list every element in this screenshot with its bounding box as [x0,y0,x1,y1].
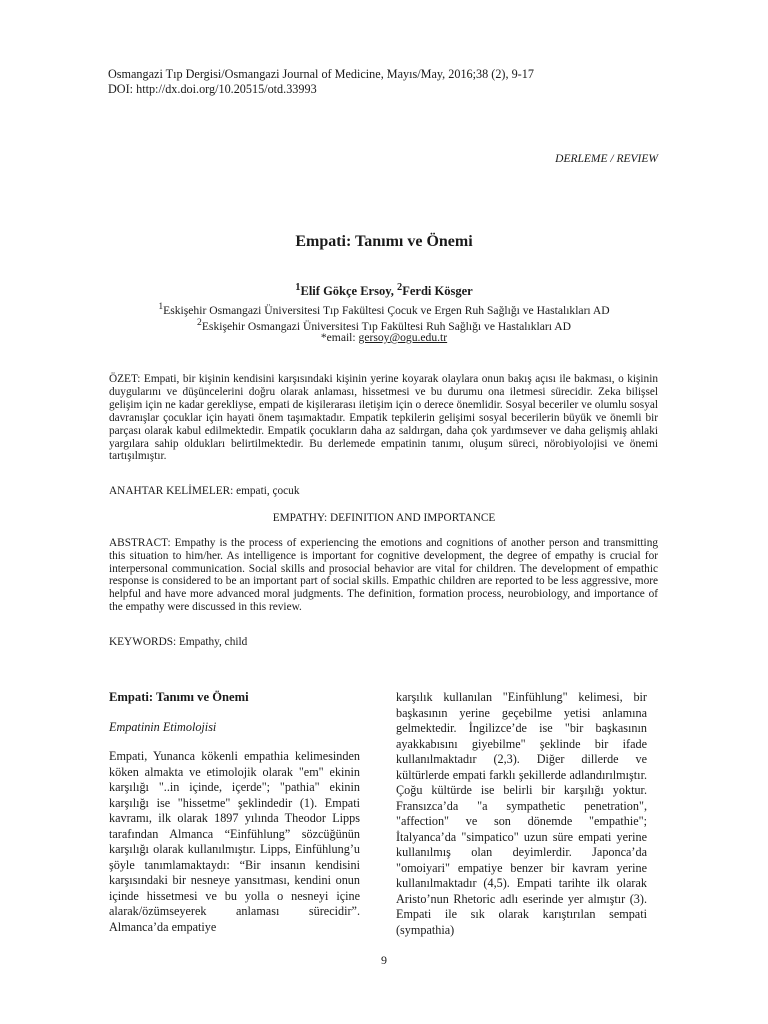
section-heading: Empati: Tanımı ve Önemi [109,690,249,704]
article-title: Empati: Tanımı ve Önemi [295,233,473,250]
email-prefix: *email: [320,331,359,344]
body-paragraph-right: karşılık kullanılan "Einfühlung" kelimesi, bir başkasının yerine geçebilme yetisi anlamına gelmektedir. İngilizce’de ise "bir başkasının ayakkabısını giyebilme" şeklinde bir ifade kullanılmaktadır (2,3). Diğer dillerde ve kültürlerde empati farklı şekillerde adlandırılmıştır. Çoğu kültürde ise belirli bir karşılığı yoktur. Fransızca’da "a sympathetic penetration", "affection" ve son dönemde "empathie"; İtalyanca’da "simpatico" uzun süre empati yerine kullanılmış olan deyimlerdir. Japonca’da "omoiyari" empatiye benzer bir kavram yerine kullanılmaktadır (4,5). Empati tarihte ilk olarak Aristo’nun Rhetoric adlı eserinde yer almıştır (3). Empati ile sık olarak karıştırılan sempati (sympathia) [396,690,647,937]
author-2-affiliation-marker: 2 [397,282,403,293]
corresponding-email [0,331,768,344]
affiliation-1-marker: 1 [158,301,164,312]
turkish-abstract: ÖZET: Empati, bir kişinin kendisini karşısındaki kişinin yerine koyarak olaylara onun bakış açısı ile bakması, o kişinin duygularını ve düşüncelerini doğru olarak anlaması, hissetmesi ve bu durumu ona iletmesi sürecidir. Zeka bilişsel gelişim için ne kadar gerekliyse, empati de kişilerarası iletişim için o derece önemlidir. Sosyal beceriler ve olumlu sosyal davranışlar çocuklar için hayati önem taşımaktadır. Empatik tepkilerin gelişimi sosyal becerilerin büyük ve önemli bir parçası olarak kabul edilmektedir. Empatik çocukların daha az saldırgan, daha çok yardımsever ve daha gelişmiş ahlaki yargılara sahip oldukları belirtilmektedir. Bu derlemede empatinin tanımı, oluşum süreci, nörobiyolojisi ve önemi tartışılmıştır. [109,373,658,463]
body-paragraph-left: Empati, Yunanca kökenli empathia kelimesinden köken almakta ve etimolojik olarak "em" ekinin karşılığı "..in içinde, içerde"; "pathia" ekinin karşılığı ise "hissetme" şeklindedir (1). Empati kavramı, ilk olarak 1897 yılında Theodor Lipps tarafından Almanca “Einfühlung” sözcüğünün karşılığı olarak kullanılmıştır. Lipps, Einfühlung’u şöyle tanımlamaktaydı: “Bir insanın kendisini karşısındaki bir nesneye yansıtması, kendini onun içinde hissetmesi ve bu yolla o nesneyi içine alarak/özümseyerek anlaması sürecidir”. Almanca’da empatiye [109,749,360,934]
english-keywords: KEYWORDS: Empathy, child [109,636,248,648]
subsection-heading: Empatinin Etimolojisi [109,719,217,734]
turkish-keywords: ANAHTAR KELİMELER: empati, çocuk [109,485,300,497]
page-number: 9 [381,953,387,967]
affiliation-2-text: Eskişehir Osmangazi Üniversitesi Tıp Fakültesi Ruh Sağlığı ve Hastalıkları AD [201,319,571,333]
author-1-name: Elif Gökçe Ersoy, [300,284,398,299]
body-column-left [109,690,360,935]
author-list [0,282,768,299]
body-column-right [396,690,647,938]
affiliation-1-text: Eskişehir Osmangazi Üniversitesi Tıp Fakültesi Çocuk ve Ergen Ruh Sağlığı ve Hastalıkları AD [163,303,610,317]
affiliation-2-marker: 2 [197,317,202,328]
journal-header [108,67,534,97]
article-type-label: DERLEME / REVIEW [555,153,658,165]
journal-citation: Osmangazi Tıp Dergisi/Osmangazi Journal of Medicine, Mayıs/May, 2016;38 (2), 9-17 [108,67,534,81]
english-title: EMPATHY: DEFINITION AND IMPORTANCE [272,512,496,524]
doi-link[interactable]: DOI: http://dx.doi.org/10.20515/otd.33993 [108,82,317,96]
author-2-name: Ferdi Kösger [402,284,473,299]
author-1-affiliation-marker: 1 [295,282,301,293]
english-abstract: ABSTRACT: Empathy is the process of experiencing the emotions and cognitions of another person and transmitting this situation to him/her. As intelligence is important for cognitive development, the degree of empathy is crucial for interpersonal communication. Social skills and prosocial behavior are vital for children. The development of empathic response is considered to be an important part of social skills. Empathic children are reported to be less aggressive, more helpful and have more advanced moral judgments. The definition, formation process, neurobiology, and importance of the empathy were discussed in this review. [109,537,658,613]
email-link[interactable]: gersoy@ogu.edu.tr [358,331,448,344]
